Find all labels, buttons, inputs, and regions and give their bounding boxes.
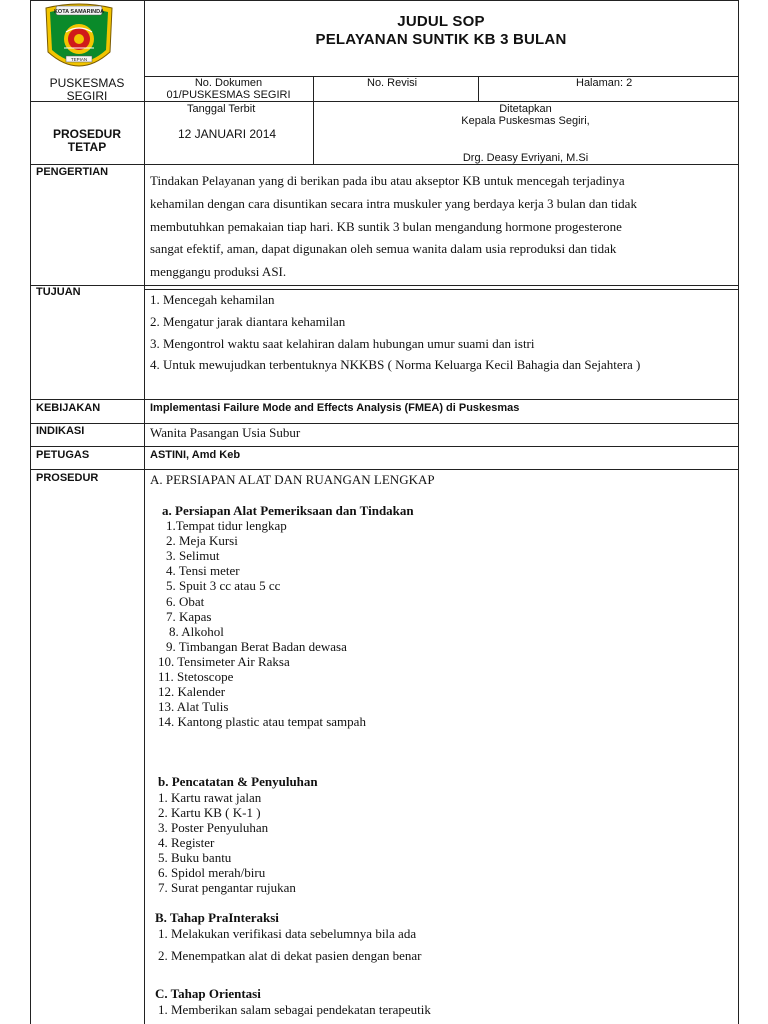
list-item: 2. Mengatur jarak diantara kehamilan bbox=[150, 314, 346, 329]
kepala-label: Kepala Puskesmas Segiri, bbox=[461, 115, 590, 127]
indikasi-label: INDIKASI bbox=[36, 425, 85, 437]
tujuan-label: TUJUAN bbox=[36, 286, 81, 298]
label-column-divider bbox=[144, 0, 145, 1024]
list-item: 7. Surat pengantar rujukan bbox=[158, 880, 296, 895]
pengertian-line: Tindakan Pelayanan yang di berikan pada ibu atau akseptor KB untuk mencegah terjadinya bbox=[150, 173, 625, 188]
city-logo bbox=[40, 2, 118, 76]
kebijakan-value: Implementasi Failure Mode and Effects Analysis (FMEA) di Puskesmas bbox=[150, 402, 520, 414]
kebijakan-label: KEBIJAKAN bbox=[36, 402, 101, 414]
list-item: 10. Tensimeter Air Raksa bbox=[158, 654, 290, 669]
no-dokumen-value: 01/PUSKESMAS SEGIRI bbox=[166, 89, 291, 101]
title-line-2: PELAYANAN SUNTIK KB 3 BULAN bbox=[315, 31, 567, 48]
row-line bbox=[30, 446, 738, 447]
petugas-label: PETUGAS bbox=[36, 449, 90, 461]
org-name-line-2: SEGIRI bbox=[66, 89, 108, 103]
list-item: 4. Tensi meter bbox=[166, 563, 240, 578]
list-item: 2. Kartu KB ( K-1 ) bbox=[158, 805, 261, 820]
city-emblem-icon bbox=[40, 2, 118, 76]
pengertian-line: menggangu produksi ASI. bbox=[150, 264, 287, 279]
list-item: 3. Poster Penyuluhan bbox=[158, 820, 269, 835]
petugas-value: ASTINI, Amd Keb bbox=[150, 449, 241, 461]
list-item: 5. Buku bantu bbox=[158, 850, 232, 865]
prosedur-heading-a: A. PERSIAPAN ALAT DAN RUANGAN LENGKAP bbox=[150, 472, 435, 487]
row-line bbox=[30, 469, 738, 470]
pengertian-line: kehamilan dengan cara disuntikan secara intra muskuler yang berdaya kerja 3 bulan dan tidak bbox=[150, 196, 637, 211]
table-right-border bbox=[738, 0, 739, 1024]
row-line bbox=[144, 289, 738, 290]
row-line bbox=[30, 164, 738, 165]
list-item: 6. Spidol merah/biru bbox=[158, 865, 266, 880]
list-item: 5. Spuit 3 cc atau 5 cc bbox=[166, 578, 281, 593]
row-line bbox=[30, 399, 738, 400]
pengertian-line: membutuhkan pemakaian tiap hari. KB suntik 3 bulan mengandung hormone progesterone bbox=[150, 219, 622, 234]
list-item: 6. Obat bbox=[166, 594, 205, 609]
list-item: 7. Kapas bbox=[166, 609, 212, 624]
list-item: 2. Meja Kursi bbox=[166, 533, 238, 548]
col-line bbox=[478, 76, 479, 102]
ditetapkan-label: Ditetapkan bbox=[499, 103, 552, 115]
list-item: 1. Kartu rawat jalan bbox=[158, 790, 262, 805]
list-item: 12. Kalender bbox=[158, 684, 226, 699]
pengertian-line: sangat efektif, aman, dapat digunakan oleh semua wanita dalam usia reproduksi dan tidak bbox=[150, 241, 617, 256]
no-revisi-label: No. Revisi bbox=[367, 77, 418, 89]
prosedur-sub-a: a. Persiapan Alat Pemeriksaan dan Tindakan bbox=[162, 503, 414, 518]
halaman-label: Halaman: 2 bbox=[576, 77, 633, 89]
title-line-1: JUDUL SOP bbox=[397, 13, 485, 30]
tanggal-terbit-value: 12 JANUARI 2014 bbox=[178, 127, 277, 141]
list-item: 3. Selimut bbox=[166, 548, 220, 563]
list-item: 1. Mencegah kehamilan bbox=[150, 292, 275, 307]
prosedur-sub-b: b. Pencatatan & Penyuluhan bbox=[158, 774, 318, 789]
list-item: 1. Melakukan verifikasi data sebelumnya bila ada bbox=[158, 926, 417, 941]
signatory-name: Drg. Deasy Evriyani, M.Si bbox=[462, 152, 589, 164]
table-top-border bbox=[30, 0, 738, 1]
svg-text:KOTA SAMARINDA: KOTA SAMARINDA bbox=[53, 9, 105, 15]
prosedur-label: PROSEDUR bbox=[36, 472, 99, 484]
row-line bbox=[30, 285, 738, 286]
list-item: 1. Memberikan salam sebagai pendekatan terapeutik bbox=[158, 1002, 431, 1017]
list-item: 11. Stetoscope bbox=[158, 669, 234, 684]
prosedur-tetap-line-2: TETAP bbox=[67, 140, 107, 154]
list-item: 9. Timbangan Berat Badan dewasa bbox=[166, 639, 347, 654]
prosedur-heading-c: C. Tahap Orientasi bbox=[155, 986, 261, 1001]
list-item: 3. Mengontrol waktu saat kelahiran dalam hubungan umur suami dan istri bbox=[150, 336, 535, 351]
svg-text:TEPIAN: TEPIAN bbox=[70, 57, 88, 62]
no-dokumen-label: No. Dokumen bbox=[194, 77, 263, 89]
row-line bbox=[30, 423, 738, 424]
list-item: 4. Untuk mewujudkan terbentuknya NKKBS ( Norma Keluarga Kecil Bahagia dan Sejahtera ) bbox=[150, 357, 641, 372]
list-item: 14. Kantong plastic atau tempat sampah bbox=[158, 714, 366, 729]
pengertian-label: PENGERTIAN bbox=[36, 166, 109, 178]
list-item: 4. Register bbox=[158, 835, 215, 850]
list-item: 1.Tempat tidur lengkap bbox=[166, 518, 287, 533]
org-name-line-1: PUSKESMAS bbox=[49, 76, 125, 90]
prosedur-tetap-line-1: PROSEDUR bbox=[52, 127, 121, 141]
prosedur-heading-b: B. Tahap PraInteraksi bbox=[155, 910, 279, 925]
indikasi-value: Wanita Pasangan Usia Subur bbox=[150, 425, 301, 440]
list-item: 13. Alat Tulis bbox=[158, 699, 229, 714]
list-item: 8. Alkohol bbox=[169, 624, 224, 639]
list-item: 2. Menempatkan alat di dekat pasien dengan benar bbox=[158, 948, 422, 963]
tanggal-terbit-label: Tanggal Terbit bbox=[187, 103, 256, 115]
